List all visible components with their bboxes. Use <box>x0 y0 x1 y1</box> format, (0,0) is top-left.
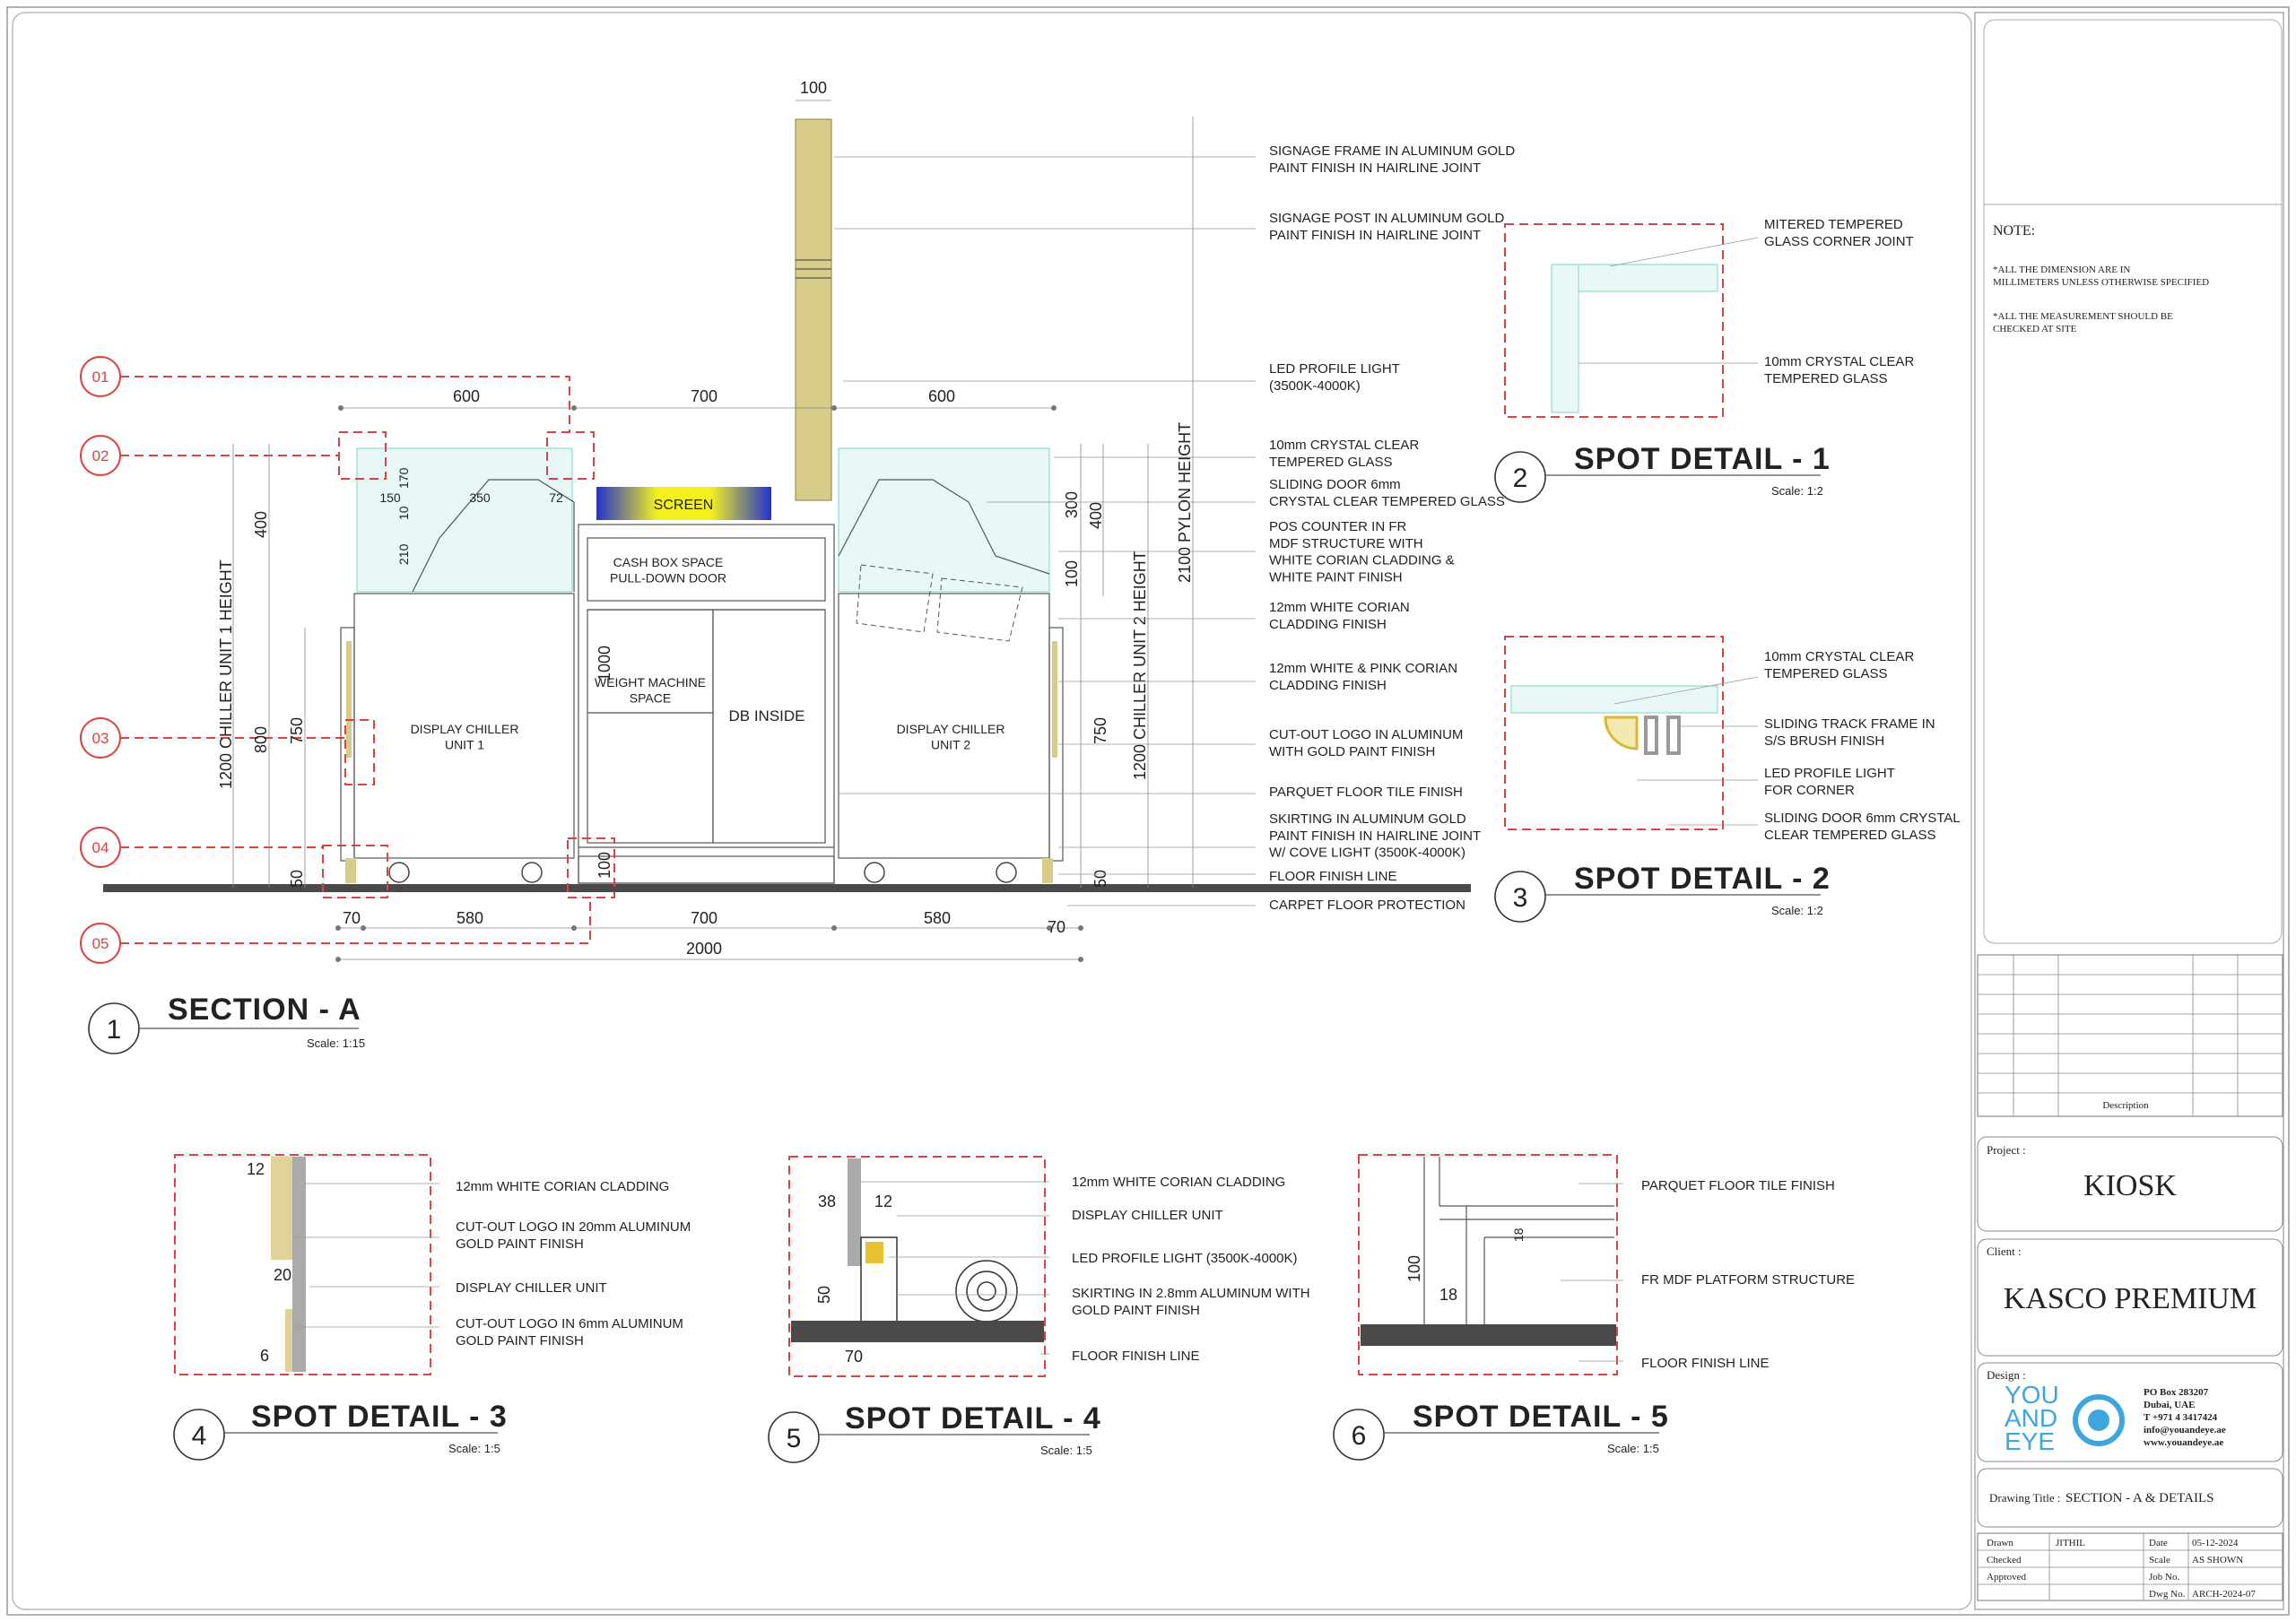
dim-right-4: 400 <box>1087 501 1105 529</box>
dim-inner-100: 100 <box>596 851 613 879</box>
dim-inner-10: 10 <box>396 506 411 520</box>
spot3-note-corian: 12mm WHITE CORIAN CLADDING <box>456 1179 670 1194</box>
svg-text:YOU: YOU <box>2005 1381 2059 1409</box>
marker-01 <box>81 357 120 396</box>
weight-machine-label: WEIGHT MACHINE SPACE <box>594 675 707 706</box>
spot5-dim-18: 18 <box>1439 1286 1458 1304</box>
spot5-note-floor: FLOOR FINISH LINE <box>1641 1356 1770 1371</box>
svg-text:4: 4 <box>191 1421 207 1451</box>
dim-bottom-3: 700 <box>690 909 718 927</box>
address-line-2: Dubai, UAE <box>2144 1400 2196 1410</box>
spot5-scale: Scale: 1:5 <box>1607 1442 1659 1455</box>
spot5-title: SPOT DETAIL - 5 <box>1413 1400 1669 1434</box>
note-panel <box>1984 20 2282 943</box>
project-name: KIOSK <box>2083 1169 2177 1202</box>
client-label: Client : <box>1987 1245 2022 1258</box>
address-line-5: www.youandeye.ae <box>2144 1437 2224 1448</box>
note-parquet: PARQUET FLOOR TILE FINISH <box>1269 785 1463 800</box>
signage-pylon <box>796 119 831 500</box>
spot2-note-track: SLIDING TRACK FRAME IN S/S BRUSH FINISH <box>1764 716 1935 749</box>
dim-right-6: 750 <box>1091 716 1109 744</box>
spot5-dim-18-top: 18 <box>1511 1227 1526 1242</box>
spot2-note-glass: 10mm CRYSTAL CLEAR TEMPERED GLASS <box>1764 649 1915 681</box>
note-signage-post: SIGNAGE POST IN ALUMINUM GOLD PAINT FINISH IN HAIRLINE JOINT <box>1269 211 1505 243</box>
note-pink-corian: 12mm WHITE & PINK CORIAN CLADDING FINISH <box>1269 661 1458 693</box>
svg-text:02: 02 <box>91 447 109 464</box>
dim-bottom-4: 580 <box>923 909 952 927</box>
dim-left-1: 1200 CHILLER UNIT 1 HEIGHT <box>217 559 235 789</box>
chiller-2-label: DISPLAY CHILLER UNIT 2 <box>896 722 1005 752</box>
spot3-title: SPOT DETAIL - 3 <box>251 1400 508 1434</box>
spot4-dim-70: 70 <box>845 1348 864 1366</box>
spot-detail-4 <box>769 1157 1310 1462</box>
spot-detail-5 <box>1334 1155 1855 1460</box>
dim-bottom-2: 580 <box>456 909 484 927</box>
section-a <box>81 79 1515 1054</box>
spot3-dim-20: 20 <box>274 1266 292 1284</box>
client-name: KASCO PREMIUM <box>2003 1282 2257 1315</box>
note-sliding-door: SLIDING DOOR 6mm CRYSTAL CLEAR TEMPERED GLASS <box>1269 477 1505 509</box>
dim-right-7: 50 <box>1091 869 1109 888</box>
dim-right-1: 2100 PYLON HEIGHT <box>1176 421 1194 583</box>
note-line-1: *ALL THE DIMENSION ARE IN MILLIMETERS UNLESS OTHERWISE SPECIFIED <box>1993 265 2210 288</box>
glass-canopy-left <box>357 448 572 592</box>
note-skirting: SKIRTING IN ALUMINUM GOLD PAINT FINISH IN HAIRLINE JOINT W/ COVE LIGHT (3500K-4000K) <box>1269 811 1482 861</box>
checked-label: Checked <box>1987 1555 2022 1566</box>
note-carpet: CARPET FLOOR PROTECTION <box>1269 898 1465 913</box>
date-label: Date <box>2149 1538 2168 1548</box>
you-and-eye-logo <box>2005 1381 2122 1455</box>
section-a-title: SECTION - A <box>168 993 361 1027</box>
scale-value: AS SHOWN <box>2192 1555 2244 1566</box>
spot4-dim-38: 38 <box>818 1193 837 1210</box>
spot1-title: SPOT DETAIL - 1 <box>1574 442 1831 476</box>
dim-left-2: 400 <box>252 510 270 538</box>
dim-bottom-1: 70 <box>342 909 361 927</box>
dwg-label: Dwg No. <box>2149 1589 2186 1600</box>
spot4-note-skirting: SKIRTING IN 2.8mm ALUMINUM WITH GOLD PAINT FINISH <box>1072 1286 1310 1318</box>
dim-inner-170: 170 <box>396 467 411 489</box>
drawing-info-table <box>1978 1533 2283 1600</box>
svg-text:EYE: EYE <box>2005 1427 2056 1455</box>
drawn-value: JITHIL <box>2056 1538 2085 1548</box>
note-crystal-glass: 10mm CRYSTAL CLEAR TEMPERED GLASS <box>1269 438 1420 470</box>
dim-right-5: 100 <box>1063 559 1081 587</box>
svg-text:01: 01 <box>91 369 109 386</box>
spot3-note-logo6: CUT-OUT LOGO IN 6mm ALUMINUM GOLD PAINT FINISH <box>456 1316 683 1349</box>
dwg-value: ARCH-2024-07 <box>2192 1589 2256 1600</box>
description-label: Description <box>2102 1100 2149 1111</box>
title-block <box>1975 13 2283 1609</box>
spot5-note-parquet: PARQUET FLOOR TILE FINISH <box>1641 1178 1835 1193</box>
project-label: Project : <box>1987 1143 2026 1157</box>
spot3-note-chiller: DISPLAY CHILLER UNIT <box>456 1280 607 1296</box>
note-signage-frame: SIGNAGE FRAME IN ALUMINUM GOLD PAINT FINISH IN HAIRLINE JOINT <box>1269 143 1516 176</box>
spot3-dim-12: 12 <box>246 1160 265 1178</box>
address-line-3: T +971 4 3417424 <box>2144 1412 2218 1423</box>
spot-detail-1 <box>1495 217 1914 502</box>
note-floor-finish: FLOOR FINISH LINE <box>1269 869 1397 884</box>
svg-text:04: 04 <box>91 839 109 856</box>
drawn-label: Drawn <box>1987 1538 2013 1548</box>
section-a-scale: Scale: 1:15 <box>307 1037 366 1050</box>
dim-right-2: 1200 CHILLER UNIT 2 HEIGHT <box>1131 551 1149 780</box>
floor-finish-line <box>103 884 1471 892</box>
dim-inner-1000: 1000 <box>596 645 613 681</box>
scale-label: Scale <box>2149 1555 2170 1566</box>
spot-detail-2 <box>1495 637 1961 922</box>
chiller-1-label: DISPLAY CHILLER UNIT 1 <box>410 722 519 752</box>
dim-inner-150: 150 <box>379 490 401 505</box>
spot3-note-logo20: CUT-OUT LOGO IN 20mm ALUMINUM GOLD PAINT FINISH <box>456 1219 691 1252</box>
note-white-corian: 12mm WHITE CORIAN CLADDING FINISH <box>1269 600 1410 632</box>
dim-bottom-5: 70 <box>1047 918 1066 936</box>
spot4-note-chiller: DISPLAY CHILLER UNIT <box>1072 1208 1223 1223</box>
spot4-scale: Scale: 1:5 <box>1040 1444 1092 1457</box>
spot2-note-led: LED PROFILE LIGHT FOR CORNER <box>1764 766 1895 798</box>
spot5-dim-100: 100 <box>1405 1254 1423 1282</box>
note-led-profile: LED PROFILE LIGHT (3500K-4000K) <box>1269 361 1400 394</box>
svg-text:1: 1 <box>106 1015 122 1045</box>
spot2-title: SPOT DETAIL - 2 <box>1574 862 1831 896</box>
spot1-note-glass: 10mm CRYSTAL CLEAR TEMPERED GLASS <box>1764 354 1915 386</box>
spot2-scale: Scale: 1:2 <box>1771 904 1823 917</box>
spot1-note-mitered: MITERED TEMPERED GLASS CORNER JOINT <box>1764 217 1914 249</box>
dim-inner-72: 72 <box>549 490 563 505</box>
spot4-title: SPOT DETAIL - 4 <box>845 1401 1101 1436</box>
svg-text:05: 05 <box>91 935 109 952</box>
note-line-2: *ALL THE MEASUREMENT SHOULD BE CHECKED AT SITE <box>1993 311 2173 334</box>
section-notes <box>1269 143 1515 913</box>
spot2-note-door: SLIDING DOOR 6mm CRYSTAL CLEAR TEMPERED GLASS <box>1764 811 1961 843</box>
spot5-note-mdf: FR MDF PLATFORM STRUCTURE <box>1641 1272 1856 1288</box>
note-pos-counter: POS COUNTER IN FR MDF STRUCTURE WITH WHITE CORIAN CLADDING & WHITE PAINT FINISH <box>1269 519 1455 585</box>
svg-text:6: 6 <box>1351 1421 1367 1451</box>
address-line-1: PO Box 283207 <box>2144 1387 2209 1398</box>
svg-text:2: 2 <box>1512 464 1528 493</box>
dim-inner-350: 350 <box>469 490 491 505</box>
spot4-note-corian: 12mm WHITE CORIAN CLADDING <box>1072 1175 1286 1190</box>
svg-text:AND: AND <box>2005 1404 2058 1432</box>
marker-04 <box>81 828 120 867</box>
dim-overall: 2000 <box>685 940 723 958</box>
svg-text:3: 3 <box>1512 883 1528 913</box>
date-value: 05-12-2024 <box>2192 1538 2239 1548</box>
marker-02 <box>81 436 120 475</box>
dim-inner-210: 210 <box>396 543 411 565</box>
marker-03 <box>81 718 120 758</box>
note-cutout-logo: CUT-OUT LOGO IN ALUMINUM WITH GOLD PAINT FINISH <box>1269 727 1464 759</box>
svg-text:03: 03 <box>91 730 109 747</box>
svg-text:5: 5 <box>786 1424 802 1453</box>
design-label: Design : <box>1987 1368 2026 1382</box>
revision-table <box>1978 955 2283 1116</box>
marker-05 <box>81 924 120 963</box>
spot4-dim-50: 50 <box>815 1285 833 1304</box>
screen-label: SCREEN <box>653 498 714 513</box>
dim-left-5: 50 <box>288 869 306 888</box>
spot-detail-3 <box>174 1155 691 1460</box>
spot4-note-floor: FLOOR FINISH LINE <box>1072 1349 1200 1364</box>
glass-canopy-right <box>839 448 1049 592</box>
approved-label: Approved <box>1987 1572 2026 1583</box>
spot1-scale: Scale: 1:2 <box>1771 484 1823 498</box>
dim-left-4: 750 <box>288 716 306 744</box>
drawing-title: SECTION - A & DETAILS <box>2066 1491 2214 1505</box>
cash-box-label: CASH BOX SPACE PULL-DOWN DOOR <box>610 555 726 585</box>
dim-top-1: 600 <box>452 387 481 405</box>
caster-wheels <box>389 863 1016 882</box>
note-heading: NOTE: <box>1993 223 2036 239</box>
dim-top-2: 700 <box>690 387 718 405</box>
spot3-dim-6: 6 <box>260 1347 270 1365</box>
drawing-title-label: Drawing Title : <box>1989 1491 2061 1505</box>
dim-left-3: 800 <box>252 725 270 753</box>
db-inside-label: DB INSIDE <box>728 707 805 724</box>
spot4-dim-12: 12 <box>874 1193 893 1210</box>
dim-pylon-width: 100 <box>799 79 828 97</box>
dim-top-3: 600 <box>927 387 956 405</box>
address-line-4: info@youandeye.ae <box>2144 1425 2226 1436</box>
dim-right-3: 300 <box>1063 490 1081 518</box>
spot3-scale: Scale: 1:5 <box>448 1442 500 1455</box>
spot4-note-led: LED PROFILE LIGHT (3500K-4000K) <box>1072 1251 1298 1266</box>
job-label: Job No. <box>2149 1572 2180 1583</box>
